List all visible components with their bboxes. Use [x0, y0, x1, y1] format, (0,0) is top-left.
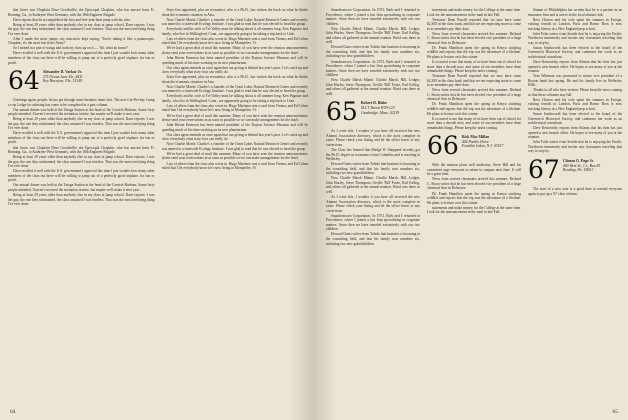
- class-entry-66: [427, 131, 521, 161]
- class-secretary-address: [43, 70, 83, 84]
- paragraph: Our annual dinner was held at the Tatoga Station at the head of the Cornish Harbour. Some forty people attended, I haven't received the invitation in time, but maybe we'll make it next year.: [8, 107, 155, 117]
- paragraph: Being at least 29 years older than anybody else in my class at jump school, Dave reports: I was the guy, the one they nicknamed, the class assumed I was fearless. That was the most terrifying thing I've ever done.: [8, 193, 155, 207]
- paragraph: Now Charlie Marsh: Charlie's a founder of the Great Lakes Natural Research Center and recently was named to a statewide Ecology Institute. I was glad to read that he was elected to head the group.: [161, 142, 308, 151]
- city-line: Franklin Lakes, N.J. 07417: [461, 144, 504, 149]
- paragraph: It occurred to me that many of us have been out of school for more than a decade now, and some of our members have done remarkable things. Please keep the notes coming.: [427, 60, 521, 74]
- paragraph: Now Charlie Marsh Miami. Charlie Marsh, Hill, Ledger, John Hurley, Steve Thompson, Orville 'Bill' Foote, Earl Kellog, and others all gathered at the annual reunion. Hood was there as well.: [326, 26, 420, 45]
- paragraph: Stamm of Philadelphia has written that he is a partner in an insurance firm and is active in the local alumni club.: [528, 8, 622, 17]
- address-line: 400 West St., Cr., Box 83: [562, 163, 601, 168]
- left-page-columns: [8, 8, 308, 404]
- secretary-name: Clinton G. Page Jr.: [562, 158, 594, 163]
- class-number: 65: [326, 97, 358, 127]
- paragraph: Susan Southworth has been elected to the board of the Greenwich Historical Society, and continues her work as an architectural consultant.: [528, 45, 622, 59]
- page-number: 64: [10, 409, 16, 415]
- page-number: 65: [612, 409, 618, 415]
- paragraph: Treasurer Dean Purcell reported that we now have some $2,300 in the class fund, and that we are expecting more to come in as members pay their dues.: [427, 17, 521, 31]
- paragraph: News from several classmates arrived this summer: Richard C. Sloan writes that he has been elected vice president of a large chemical firm in Delaware.: [427, 177, 521, 191]
- secretary-name: Robert D. Blake: [360, 101, 388, 106]
- paragraph: Dr. Frank Hamilton spent the spring in Kenya studying wildlife and reports that the trip was the adventure of a lifetime. He plans to lecture on it this winter.: [427, 45, 521, 59]
- secretary-name: Alexander D. Varkar Jr.: [42, 70, 82, 75]
- right-column-1: [326, 8, 420, 404]
- class-entry-67: [528, 154, 622, 184]
- paragraph: statements and make money for the College at the same time. Look for the announcement in the mail in late Fall.: [427, 8, 521, 17]
- paragraph: Dave reports that he accomplished the first and five-year-barn jump with his wife.: [13, 17, 131, 22]
- paragraph: Being at least 29 years older than anybody else in my class at jump school, Dave reports: I was the guy, the one they nicknamed, the class assumed I was fearless. That was the most terrifying thing I've ever done.: [8, 22, 155, 36]
- paragraph: Our annual dinner was held at the Tatoga Station at the head of the Cornish Harbour. Some forty people attended, I haven't received the invitation in time, but maybe we'll make it next year.: [8, 183, 155, 192]
- class-number: 64: [8, 66, 40, 96]
- paragraph: John Fultz writes from Seattle that he is enjoying the Pacific Northwest immensely and invites any classmates traveling that way to stop by.: [528, 31, 622, 45]
- paragraph: Our class agent reminds us once again that our giving is behind last year's pace. Let's catch up and show everybody what sixty-four can really do.: [161, 65, 308, 75]
- paragraph: Sixty-five appointed, plus an economist, who is a Ph.D., has written the book on what he thinks about the economic situation in Asia.: [161, 75, 308, 84]
- paragraph: Howard Gates writes from Toledo that business is booming in the consulting field, and that his family now numbers six, including two new grandchildren.: [326, 232, 420, 246]
- paragraph: John Haven Emerson has been named president of the Dayton Science Museum and will be spending much of his time working on its new planetarium.: [161, 123, 308, 132]
- left-column-1: [8, 8, 155, 404]
- right-page-columns: [326, 8, 622, 404]
- paragraph: Howard Gates writes from Toledo that business is booming in the consulting field, and that his family now numbers six, including two new grandchildren.: [326, 45, 420, 59]
- paragraph: The Class has learned that Madge W. Sheppard recently got the Ph.D. degree in economics from Columbia and is teaching at Wellesley.: [326, 148, 420, 162]
- paragraph: With the reunion plans well underway, Steve Hill and his committee urge everyone to return to campus next June. It will be a great time.: [427, 163, 521, 177]
- paragraph: News from several classmates arrived this summer: Richard C. Sloan writes that he has been elected vice president of a large chemical firm in Delaware.: [427, 31, 521, 45]
- paragraph: that Jones was Chaplain Dave Goodwillie, the Episcopal Chaplain, who has moved from Ft. Benning, Ga., to Kathryne West Germany, with the 18th Engineer Brigade.: [8, 145, 155, 155]
- city-line: Key Biscayne, Fla. 33149: [42, 79, 82, 84]
- paragraph: Now Charlie Marsh: Charlie's a founder of the Great Lakes Natural Research Center and recently was named to a statewide Ecology Institute. I was glad to read that he was elected to head the group.: [161, 17, 308, 27]
- paragraph: Now Charlie Marsh: Charlie's a founder of the Great Lakes Natural Research Center and recently was named to a statewide Ecology Institute. I was glad to read that he was elected to head the group.: [161, 84, 308, 94]
- paragraph: Now Charlie Marsh Miami. Charlie Marsh, Hill, Ledger, John Hurley, Steve Thompson, Orville 'Bill' Foote, Earl Kellog, and others all gathered at the annual reunion. Hood was there as well.: [326, 78, 420, 96]
- paragraph: John Fultz writes from Seattle that he is enjoying the Pacific Northwest immensely and invites any classmates traveling that way to stop by.: [528, 140, 622, 154]
- right-column-3: [528, 8, 622, 404]
- paragraph: We've had a great deal of mail this summer. Many of you have seen the reunion announcement; please send your reservations in as soon as possible so we can make arrangements for the hotel.: [161, 151, 308, 161]
- paragraph: Dr. Frank Hamilton spent the spring in Kenya studying wildlife and reports that the trip was the adventure of a lifetime. He plans to lecture on it this winter.: [427, 102, 521, 116]
- paragraph: As I write this, I wonder if you have all received the new Alumni Association directory, which is the most complete in years. Please check your listing and let the office know of any corrections.: [326, 129, 420, 148]
- class-entry-65: [326, 97, 420, 127]
- class-secretary-address: [563, 159, 601, 173]
- paragraph: Lots of others from the class also wrote in. Hugo Martinez sent a card from Vienna, and Ed Cohen asked that I let everybody know he's now living in Montpelier, Vt.: [161, 36, 308, 46]
- paragraph: Dave Kenworthy reports from Atlanta that his firm has just opened a new branch office. He hopes to see many of you at the reunion.: [528, 126, 622, 140]
- paragraph: Being at least 29 years older than anybody else in my class at jump school, Dave reports: I was the guy, the one they nicknamed, the class assumed I was fearless. That was the most terrifying thing I've ever done.: [8, 155, 155, 169]
- paragraph: Sixty-five appointed, plus an economist, who is a Ph.D., has written the book on what he thinks about the economic situation in Asia.: [161, 8, 308, 17]
- paragraph: Everybody and his wife at Tri-Valley must be talking about it all summer long. Ken Pugmire and family, who live in Wallingford, Conn., are apparently going to be taking a trip back to Utah.: [161, 94, 308, 103]
- paragraph: Lots of others from the class also wrote in. Hugo Martinez sent a card from Vienna, and Ed Cohen asked that I let everybody know he's now living in Montpelier, Vt.: [161, 103, 308, 113]
- paragraph: Susan Southworth has been elected to the board of the Greenwich Historical Society, and continues her work as an architectural consultant.: [528, 112, 622, 126]
- paragraph: After I made the most jumps, my instructor kept saying, 'You're taking it like a paratrooper, Chaplain, it's the most fun in the Army!': [8, 36, 155, 46]
- paragraph: Being at least 29 years older than anybody else in my class at jump school, Dave reports: I was the guy, the one they nicknamed, the class assumed I was fearless. That was the most terrifying thing I've ever done.: [8, 117, 155, 131]
- address-line: 404 Pueblo Drive: [461, 139, 489, 144]
- address-line: M.I.T. Room W59-123: [360, 105, 395, 110]
- paragraph: Thanks to all who have written. Please keep the news coming so that these columns stay full.: [528, 88, 622, 97]
- paragraph: Dave recalled it well with the U.S. government's approval this time I just wonder how many other members of the class out there will be willing to jump out of a perfectly good airplane, for fun or profit.: [8, 131, 155, 145]
- class-secretary-address: [361, 101, 399, 115]
- paragraph: Dave recalled it well with the U.S. government's approval this time I just wonder how many other members of the class out there will be willing to jump out of a perfectly good airplane, for fun or profit.: [8, 51, 155, 65]
- paragraph: Ross Clinton and his wife spent the summer in Europe, visiting friends in London, Paris and Rome. Ross is now teaching history at a New England prep school.: [528, 17, 622, 31]
- paragraph: The start of a new year is a good time to remind everyone again to put up a '67 class column.: [528, 186, 622, 196]
- paragraph: Ross Clinton and his wife spent the summer in Europe, visiting friends in London, Paris and Rome. Ross is now teaching history at a New England prep school.: [528, 97, 622, 111]
- secretary-name: Rick Mac Millan: [461, 135, 490, 140]
- paragraph: that Jones was Chaplain Dave Goodwillie, the Episcopal Chaplain, who has moved from Ft. Benning, Ga., to Kathryne West Germany, with the 18th Engineer Brigade.: [8, 8, 155, 17]
- paragraph: Greetings again, people, let me get through some business items first. The new Lin-Pro-bay Camp co-op Lodge for advising has come to be completed in a past column.: [8, 98, 155, 107]
- paragraph: Dr. Frank Hamilton spent the spring in Kenya studying wildlife and reports that the trip was the adventure of a lifetime. He plans to lecture on it this winter.: [427, 191, 521, 205]
- right-page: [314, 0, 628, 420]
- paragraph: John Haven Emerson has been named president of the Dayton Science Museum and will be spending much of his time working on its new planetarium.: [161, 55, 308, 65]
- paragraph: Now Charlie Marsh Miami. Charlie Marsh, Hill, Ledger, John Hurley, Steve Thompson, Orville 'Bill' Foote, Earl Kellog, and others all gathered at the annual reunion. Hood was there as well.: [326, 176, 420, 194]
- right-column-2: [427, 8, 521, 404]
- class-secretary-address: [462, 135, 504, 149]
- paragraph: Treasurer Dean Purcell reported that we now have some $2,300 in the class fund, and that we are expecting more to come in as members pay their dues.: [427, 74, 521, 88]
- address-line: 275 Ocean Lane Dr., #411: [42, 74, 83, 79]
- city-line: Reading, Pa. 19601: [562, 168, 593, 173]
- paragraph: Dave recalled it well with the U.S. government's approval this time I just wonder how many other members of the class out there will be willing to jump out of a perfectly good airplane, for fun or profit.: [8, 169, 155, 183]
- paragraph: Saunderstown Corporation. In 1972, Barb and I returned to Providence, where I joined a law firm specializing in corporate matters. Since then we have traveled extensively with our two children.: [326, 8, 420, 26]
- city-line: Cambridge, Mass. 02139: [360, 110, 400, 115]
- class-number: 66: [427, 131, 459, 161]
- paragraph: News from several classmates arrived this summer: Richard C. Sloan writes that he has been elected vice president of a large chemical firm in Delaware.: [427, 88, 521, 102]
- class-number: 67: [528, 154, 560, 184]
- paragraph: So I turned in a pair of wings and took my class up on it — 'Ah, what an honor!': [13, 46, 129, 51]
- paragraph: Tom Whitman was promoted to senior vice president of a Boston bank last spring. He and his family live in Wellesley Hills.: [528, 74, 622, 88]
- paragraph: Howard Gates writes from Toledo that business is booming in the consulting field, and that his family now numbers six, including two new grandchildren.: [326, 162, 420, 176]
- left-column-2: [162, 8, 309, 404]
- paragraph: As I write this, I wonder if you have all received the new Alumni Association directory, which is the most complete in years. Please check your listing and let the office know of any corrections.: [326, 195, 420, 213]
- paragraph: Saunderstown Corporation. In 1972, Barb and I returned to Providence, where I joined a law firm specializing in corporate matters. Since then we have traveled extensively with our two children.: [326, 59, 420, 78]
- paragraph: Our class agent reminds us once again that our giving is behind last year's pace. Let's catch up and show everybody what sixty-four can really do.: [161, 132, 308, 142]
- paragraph: We've had a great deal of mail this summer. Many of you have seen the reunion announcement; please send your reservations in as soon as possible so we can make arrangements for the hotel.: [161, 46, 308, 55]
- paragraph: Dave Kenworthy reports from Atlanta that his firm has just opened a new branch office. He hopes to see many of you at the reunion.: [528, 60, 622, 74]
- paragraph: Lots of others from the class also wrote in. Hugo Martinez sent a card from Vienna, and Ed Cohen asked that I let everybody know he's now living in Montpelier, Vt.: [161, 161, 308, 171]
- class-entry-64: [8, 66, 155, 96]
- paragraph: Saunderstown Corporation. In 1972, Barb and I returned to Providence, where I joined a law firm specializing in corporate matters. Since then we have traveled extensively with our two children.: [326, 213, 420, 232]
- paragraph: It occurred to me that many of us have been out of school for more than a decade now, and some of our members have done remarkable things. Please keep the notes coming.: [427, 116, 521, 130]
- paragraph: Everybody and his wife at Tri-Valley must be talking about it all summer long. Ken Pugmire and family, who live in Wallingford, Conn., are apparently going to be taking a trip back to Utah.: [161, 27, 308, 36]
- paragraph: statements and make money for the College at the same time. Look for the announcement in the mail in late Fall.: [427, 205, 521, 215]
- paragraph: We've had a great deal of mail this summer. Many of you have seen the reunion announcement; please send your reservations in as soon as possible so we can make arrangements for the hotel.: [161, 113, 308, 123]
